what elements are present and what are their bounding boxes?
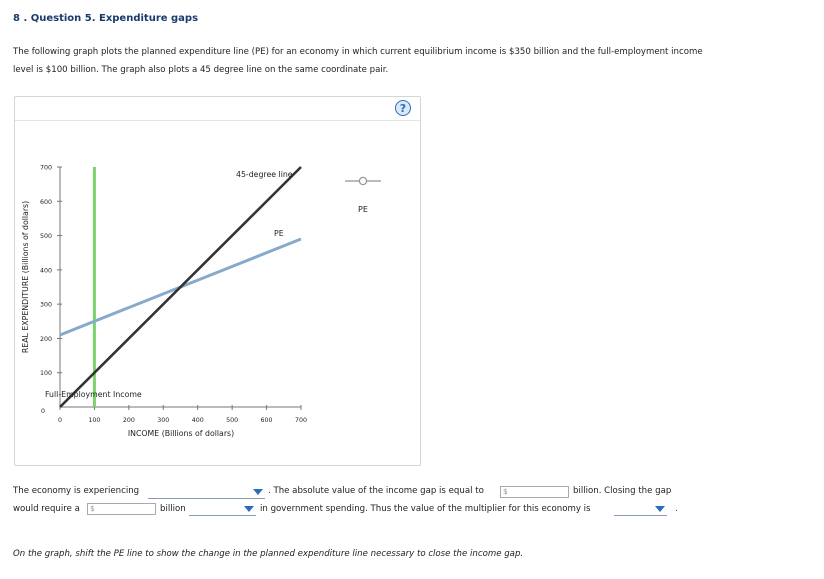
x-tick-label: 300: [157, 417, 170, 424]
x-tick-label: 700: [294, 417, 308, 424]
x-tick-label: 500: [226, 417, 239, 424]
pe-legend-tool[interactable]: [345, 177, 381, 214]
answer-line2-end: .: [675, 504, 678, 514]
pe-line-label: PE: [274, 229, 284, 238]
income-gap-input[interactable]: [500, 486, 569, 498]
y-tick-label: 600: [39, 198, 53, 206]
answer-line2-mid2: in government spending. Thus the value of the multiplier for this economy is: [260, 504, 591, 514]
pe-legend-handle: [359, 177, 366, 184]
y-tick-label: 700: [39, 164, 53, 172]
line-45-degree: [60, 167, 301, 407]
full-employment-label: Full-Employment Income: [45, 390, 142, 399]
gap-type-dropdown[interactable]: [148, 487, 265, 499]
graph-instruction: On the graph, shift the PE line to show the change in the planned expenditure line necessary to close the income gap.: [13, 549, 524, 559]
x-tick-label: 400: [191, 417, 204, 424]
x-tick-label: 200: [122, 417, 135, 424]
answer-line2-prefix: would require a: [13, 504, 80, 514]
chevron-down-icon: [655, 506, 665, 512]
question-title: 8 . Question 5. Expenditure gaps: [13, 13, 199, 24]
x-tick-label: 100: [88, 417, 101, 424]
dollar-sign: $: [503, 487, 508, 496]
dollar-sign: $: [90, 504, 95, 513]
line45-label: 45-degree line: [236, 170, 293, 179]
answer-line1-suffix: billion. Closing the gap: [573, 486, 672, 496]
chart: [15, 97, 420, 465]
spending-change-input[interactable]: [87, 503, 156, 515]
y-tick-label: 300: [39, 301, 53, 309]
answer-line2-mid1: billion: [160, 504, 186, 514]
x-tick-label: 600: [260, 417, 273, 424]
y-tick-label: 100: [39, 370, 53, 378]
help-icon[interactable]: ?: [395, 100, 411, 116]
answer-line1-mid: . The absolute value of the income gap is equal to: [268, 486, 484, 496]
y-tick-label: 0: [40, 408, 46, 415]
y-tick-label: 400: [39, 267, 53, 275]
question-intro: The following graph plots the planned expenditure line (PE) for an economy in which current equilibrium income is $350 billion and the full-employment income level is $100 billion. The graph also plots a 45 degree line on the same coordinate pair.: [13, 47, 703, 75]
chevron-down-icon: [253, 489, 263, 495]
y-axis-label: REAL EXPENDITURE (Billions of dollars): [21, 200, 30, 354]
x-tick-label: 0: [57, 417, 63, 424]
chevron-down-icon: [244, 506, 254, 512]
x-axis-label: INCOME (Billions of dollars): [127, 429, 235, 438]
multiplier-dropdown[interactable]: [614, 504, 667, 516]
y-tick-label: 200: [39, 335, 53, 343]
spending-direction-dropdown[interactable]: [189, 504, 256, 516]
graph-panel[interactable]: [14, 96, 421, 466]
y-tick-label: 500: [39, 233, 53, 241]
pe-legend-label: PE: [358, 205, 368, 214]
answer-line1-prefix: The economy is experiencing: [13, 486, 140, 496]
